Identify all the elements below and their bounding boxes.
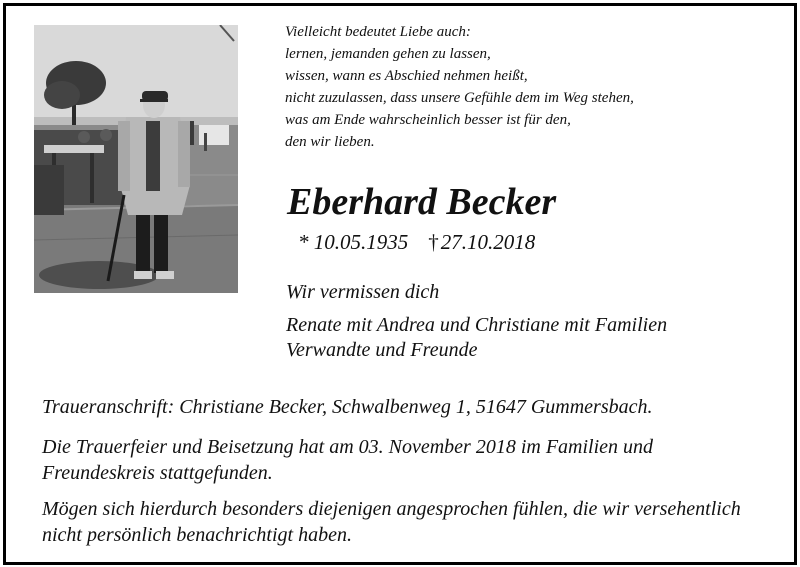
deceased-name: Eberhard Becker [287, 181, 557, 223]
notice-line: nicht persönlich benachrichtigt haben. [42, 524, 352, 546]
birth-date: * 10.05.1935 [298, 230, 409, 254]
mourners-list [286, 313, 667, 363]
ceremony-line: Die Trauerfeier und Beisetzung hat am 03. November 2018 im Familien und [42, 436, 654, 458]
poem-line: den wir lieben. [285, 134, 375, 150]
ceremony-line: Freundeskreis stattgefunden. [42, 462, 273, 484]
portrait-photo [34, 25, 238, 293]
ceremony-note [42, 434, 653, 486]
poem-line: lernen, jemanden gehen zu lassen, [285, 46, 491, 62]
mourners-line: Renate mit Andrea und Christiane mit Familien [286, 314, 668, 336]
mourning-address: Traueranschrift: Christiane Becker, Schwalbenweg 1, 51647 Gummersbach. [42, 396, 653, 418]
poem-line: nicht zuzulassen, dass unsere Gefühle dem im Weg stehen, [285, 90, 634, 106]
poem [285, 21, 765, 153]
poem-line: wissen, wann es Abschied nehmen heißt, [285, 68, 528, 84]
poem-line: Vielleicht bedeutet Liebe auch: [285, 24, 471, 40]
miss-line: Wir vermissen dich [286, 281, 440, 303]
poem-line: was am Ende wahrscheinlich besser ist für den, [285, 112, 571, 128]
cross-icon: † [428, 230, 439, 254]
death-date: 27.10.2018 [440, 230, 536, 254]
notice-note [42, 496, 741, 548]
life-dates [298, 228, 535, 256]
mourners-line: Verwandte und Freunde [286, 339, 478, 361]
notice-line: Mögen sich hierdurch besonders diejenigen angesprochen fühlen, die wir versehentlich [42, 498, 741, 520]
